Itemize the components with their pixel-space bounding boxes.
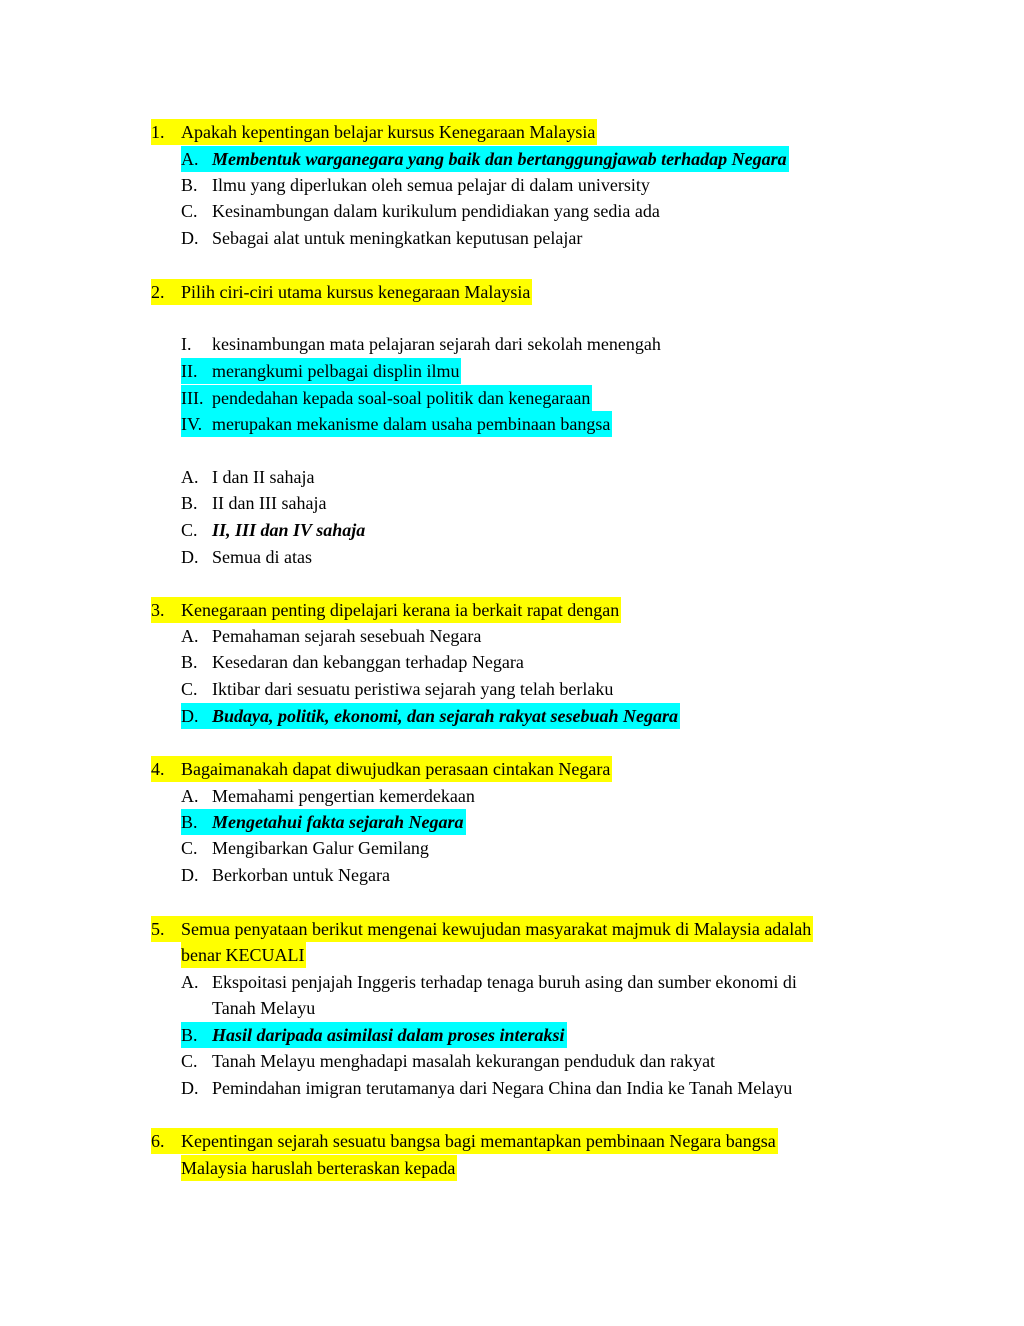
correct-answer: Membentuk warganegara yang baik dan bertanggungjawab terhadap Negara xyxy=(212,149,787,169)
question-text: Apakah kepentingan belajar kursus Kenegaraan Malaysia xyxy=(181,122,596,142)
statement-2-i: I. kesinambungan mata pelajaran sejarah dari sekolah menengah xyxy=(181,334,661,354)
question-number: 2. xyxy=(151,282,165,302)
question-text: Kepentingan sejarah sesuatu bangsa bagi memantapkan pembinaan Negara bangsa xyxy=(181,1131,776,1151)
question-1 xyxy=(151,119,597,145)
option-3c: C. Iktibar dari sesuatu peristiwa sejarah yang telah berlaku xyxy=(181,679,614,699)
option-2c: C. II, III dan IV sahaja xyxy=(181,520,366,540)
question-text: Bagaimanakah dapat diwujudkan perasaan cintakan Negara xyxy=(181,759,611,779)
question-6-cont xyxy=(181,1155,457,1181)
option-4a: A. Memahami pengertian kemerdekaan xyxy=(181,786,475,806)
question-text: Pilih ciri-ciri utama kursus kenegaraan Malaysia xyxy=(181,282,531,302)
option-5a-cont: Tanah Melayu xyxy=(212,998,316,1018)
statement-2-iii: III. pendedahan kepada soal-soal politik dan kenegaraan xyxy=(181,385,592,411)
option-1c: C. Kesinambungan dalam kurikulum pendidiakan yang sedia ada xyxy=(181,201,660,221)
question-2 xyxy=(151,279,532,305)
option-2d: D. Semua di atas xyxy=(181,547,312,567)
question-5 xyxy=(151,916,813,942)
question-text: Semua penyataan berikut mengenai kewujudan masyarakat majmuk di Malaysia adalah xyxy=(181,919,812,939)
option-5c: C. Tanah Melayu menghadapi masalah kekurangan penduduk dan rakyat xyxy=(181,1051,716,1071)
question-number: 1. xyxy=(151,122,165,142)
question-number: 4. xyxy=(151,759,165,779)
correct-answer: Mengetahui fakta sejarah Negara xyxy=(212,812,464,832)
option-5a: A. Ekspoitasi penjajah Inggeris terhadap tenaga buruh asing dan sumber ekonomi di xyxy=(181,972,797,992)
option-4b: B. Mengetahui fakta sejarah Negara xyxy=(181,809,466,835)
option-2b: B. II dan III sahaja xyxy=(181,493,327,513)
question-3 xyxy=(151,597,621,623)
option-1d: D. Sebagai alat untuk meningkatkan keputusan pelajar xyxy=(181,228,583,248)
question-5-cont xyxy=(181,942,306,968)
question-4 xyxy=(151,756,612,782)
question-text: Malaysia haruslah berteraskan kepada xyxy=(181,1158,456,1178)
option-3d: D. Budaya, politik, ekonomi, dan sejarah rakyat sesebuah Negara xyxy=(181,703,680,729)
question-number: 5. xyxy=(151,919,165,939)
option-3b: B. Kesedaran dan kebanggan terhadap Negara xyxy=(181,652,524,672)
correct-answer: Hasil daripada asimilasi dalam proses interaksi xyxy=(212,1025,565,1045)
option-5b: B. Hasil daripada asimilasi dalam proses interaksi xyxy=(181,1022,567,1048)
question-text: Kenegaraan penting dipelajari kerana ia berkait rapat dengan xyxy=(181,600,620,620)
question-6 xyxy=(151,1128,778,1154)
statement-2-iv: IV. merupakan mekanisme dalam usaha pembinaan bangsa xyxy=(181,411,612,437)
option-2a: A. I dan II sahaja xyxy=(181,467,315,487)
question-number: 3. xyxy=(151,600,165,620)
option-4d: D. Berkorban untuk Negara xyxy=(181,865,390,885)
option-3a: A. Pemahaman sejarah sesebuah Negara xyxy=(181,626,482,646)
question-text: benar KECUALI xyxy=(181,945,305,965)
correct-answer: II, III dan IV sahaja xyxy=(212,520,366,540)
question-number: 6. xyxy=(151,1131,165,1151)
option-1b: B. Ilmu yang diperlukan oleh semua pelajar di dalam university xyxy=(181,175,650,195)
option-1a: A. Membentuk warganegara yang baik dan bertanggungjawab terhadap Negara xyxy=(181,146,789,172)
option-5d: D. Pemindahan imigran terutamanya dari Negara China dan India ke Tanah Melayu xyxy=(181,1078,793,1098)
option-4c: C. Mengibarkan Galur Gemilang xyxy=(181,838,429,858)
statement-2-ii: II. merangkumi pelbagai displin ilmu xyxy=(181,358,461,384)
correct-answer: Budaya, politik, ekonomi, dan sejarah rakyat sesebuah Negara xyxy=(212,706,679,726)
